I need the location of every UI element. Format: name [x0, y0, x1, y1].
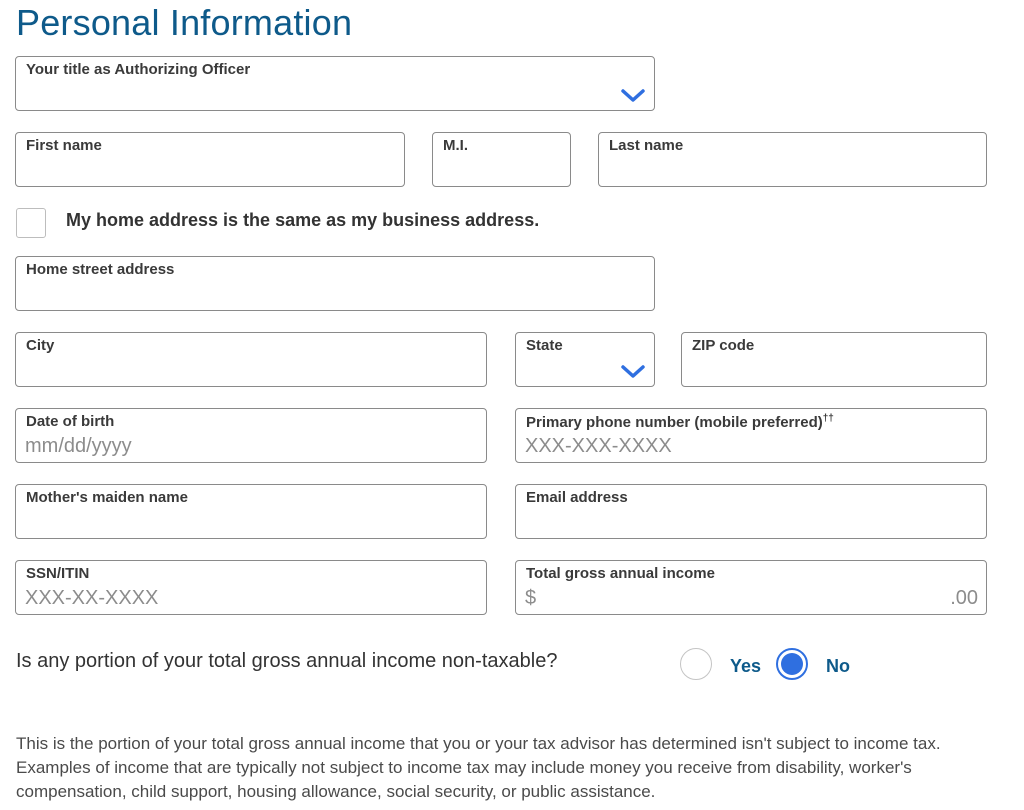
- chevron-down-icon: [620, 364, 646, 380]
- ssn-field[interactable]: [15, 560, 487, 615]
- radio-yes[interactable]: [680, 648, 712, 680]
- radio-no[interactable]: [776, 648, 808, 680]
- zip-field[interactable]: [681, 332, 987, 387]
- ssn-label: SSN/ITIN: [26, 565, 90, 582]
- radio-no-label[interactable]: No: [826, 656, 850, 676]
- non-taxable-question: Is any portion of your total gross annual income non-taxable?: [16, 650, 558, 672]
- first-name-field[interactable]: [15, 132, 405, 187]
- home-street-label: Home street address: [26, 261, 175, 278]
- maiden-name-field[interactable]: [15, 484, 487, 539]
- last-name-field[interactable]: [598, 132, 987, 187]
- non-taxable-help-text: This is the portion of your total gross annual income that you or your tax advisor has determined isn't subject to income tax. Examples of income that are typically not subject to income tax may include money you receive from disability, worker's compensation, child support, housing allowance, social security, or public assistance.: [16, 734, 941, 801]
- income-cents-suffix: .00: [950, 587, 978, 609]
- middle-initial-label: M.I.: [443, 137, 468, 154]
- dob-placeholder: mm/dd/yyyy: [25, 435, 132, 457]
- phone-field[interactable]: [515, 408, 987, 463]
- phone-label: [526, 413, 834, 431]
- email-label: Email address: [526, 489, 628, 506]
- email-field[interactable]: [515, 484, 987, 539]
- same-address-checkbox[interactable]: [16, 208, 46, 238]
- first-name-label: First name: [26, 137, 102, 154]
- dob-label: Date of birth: [26, 413, 115, 430]
- radio-yes-label[interactable]: Yes: [730, 656, 762, 676]
- phone-footnote-mark: ††: [822, 413, 834, 424]
- dob-field[interactable]: [15, 408, 487, 463]
- income-currency-prefix: $: [525, 587, 537, 609]
- page-title: Personal Information: [16, 2, 353, 43]
- maiden-name-label: Mother's maiden name: [26, 489, 188, 506]
- home-street-field[interactable]: [15, 256, 655, 311]
- phone-placeholder: XXX-XXX-XXXX: [525, 435, 672, 457]
- officer-title-select[interactable]: [15, 56, 655, 111]
- state-select[interactable]: [515, 332, 655, 387]
- middle-initial-field[interactable]: [432, 132, 571, 187]
- zip-label: ZIP code: [692, 337, 755, 354]
- income-field[interactable]: [515, 560, 987, 615]
- officer-title-label: Your title as Authorizing Officer: [26, 61, 251, 78]
- chevron-down-icon: [620, 88, 646, 104]
- radio-no-selected-dot: [781, 653, 803, 675]
- city-label: City: [26, 337, 55, 354]
- income-label: Total gross annual income: [526, 565, 715, 582]
- ssn-placeholder: XXX-XX-XXXX: [25, 587, 159, 609]
- city-field[interactable]: [15, 332, 487, 387]
- state-label: State: [526, 337, 563, 354]
- same-address-label[interactable]: My home address is the same as my business address.: [66, 210, 540, 230]
- phone-label-text: Primary phone number (mobile preferred): [526, 414, 823, 431]
- last-name-label: Last name: [609, 137, 684, 154]
